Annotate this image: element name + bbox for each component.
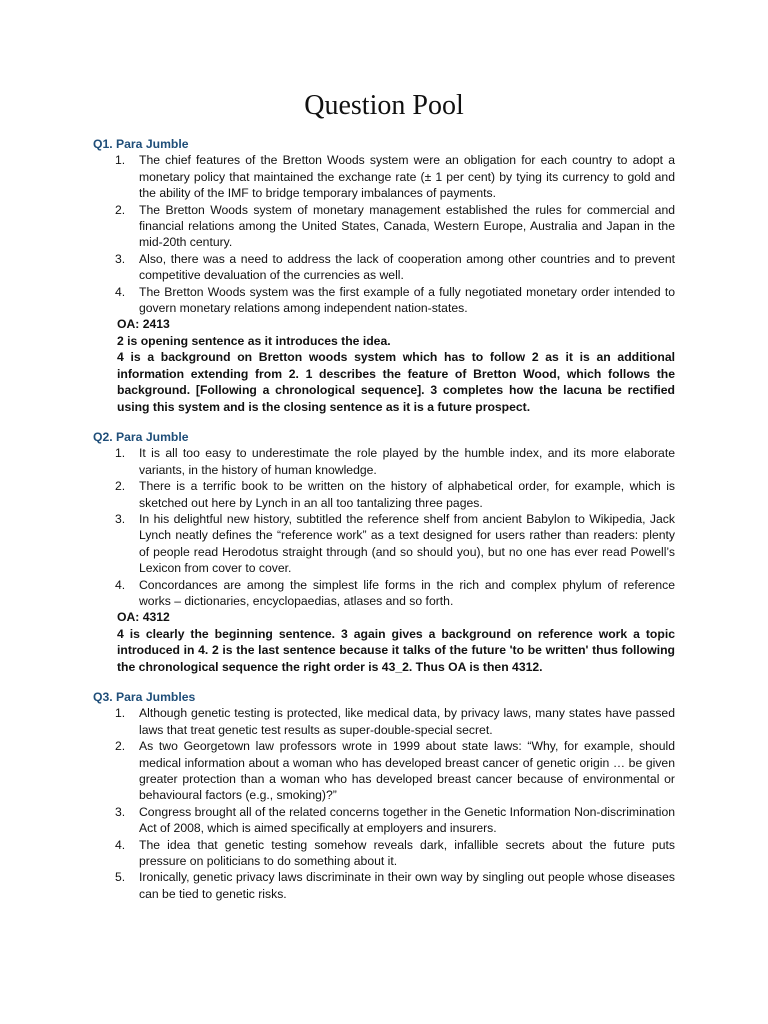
item-number: 3.	[115, 251, 126, 266]
item-text: The idea that genetic testing somehow reveals dark, infallible secrets about the future puts pressure on politicians to do something about it.	[139, 837, 675, 869]
list-item	[93, 837, 675, 870]
explanation-line: 4 is a background on Bretton woods system which has to follow 2 as it is an additional information extending from 2. 1 describes the feature of Bretton Wood, which follows the background. [Following a chronological sequence]. 3 completes how the lacuna be rectified using this system and is the closing sentence as it is a future prospect.	[117, 350, 675, 414]
item-text: The Bretton Woods system of monetary management established the rules for commercial and financial relations among the United States, Canada, Western Europe, Australia and Japan in the mid-20th century.	[139, 202, 675, 250]
item-text: Also, there was a need to address the lack of cooperation among other countries and to prevent competitive devaluation of the currencies as well.	[139, 251, 675, 283]
item-number: 4.	[115, 837, 126, 852]
list-item	[93, 152, 675, 201]
list-item	[93, 251, 675, 284]
list-item	[93, 804, 675, 837]
official-answer: OA: 4312	[117, 610, 170, 625]
list-item	[93, 284, 675, 317]
item-number: 3.	[115, 804, 126, 819]
list-item	[93, 478, 675, 511]
item-number: 1.	[115, 446, 126, 461]
question-heading: Q1. Para Jumble	[93, 137, 189, 151]
item-text: There is a terrific book to be written on the history of alphabetical order, for example, which is sketched out here by Lynch in an all too tantalizing three pages.	[139, 479, 675, 510]
official-answer: OA: 2413	[117, 317, 170, 332]
explanation-line: 2 is opening sentence as it introduces the idea.	[117, 333, 391, 348]
list-item	[93, 738, 675, 804]
item-number: 5.	[115, 870, 126, 885]
list-item	[93, 445, 675, 478]
item-number: 2.	[115, 202, 126, 217]
item-text: Congress brought all of the related concerns together in the Genetic Information Non-discrimination Act of 2008, which is aimed specifically at employers and insurers.	[139, 804, 675, 836]
item-text: Concordances are among the simplest life forms in the rich and complex phylum of reference works – dictionaries, encyclopaedias, atlases and so forth.	[139, 577, 675, 608]
question-heading: Q3. Para Jumbles	[93, 690, 196, 704]
list-item	[93, 511, 675, 577]
question-3	[93, 689, 675, 902]
item-number: 4.	[115, 577, 126, 592]
list-item	[93, 577, 675, 610]
item-text: Although genetic testing is protected, like medical data, by privacy laws, many states have passed laws that treat genetic test results as super-double-special secret.	[139, 706, 675, 737]
item-text: The chief features of the Bretton Woods system were an obligation for each country to adopt a monetary policy that maintained the exchange rate (± 1 per cent) by tying its currency to gold and the ability of the IMF to bridge temporary imbalances of payments.	[139, 153, 675, 201]
list-item	[93, 869, 675, 902]
sentence-list	[93, 705, 675, 902]
sentence-list	[93, 445, 675, 609]
question-1	[93, 136, 675, 415]
item-number: 1.	[115, 153, 126, 168]
item-text: Ironically, genetic privacy laws discriminate in their own way by singling out people whose diseases can be tied to genetic risks.	[139, 870, 675, 901]
question-heading: Q2. Para Jumble	[93, 429, 189, 444]
item-text: In his delightful new history, subtitled the reference shelf from ancient Babylon to Wikipedia, Jack Lynch neatly defines the “reference work” as a text designed for users rather than readers: plenty of people read Herodotus straight through (and so should you), but no one has ever read Powell’s Lexicon from cover to cover.	[139, 511, 675, 576]
document-page	[93, 86, 675, 916]
item-number: 3.	[115, 511, 126, 526]
sentence-list	[93, 152, 675, 316]
item-text: As two Georgetown law professors wrote in 1999 about state laws: “Why, for example, should medical information about a woman who has developed breast cancer of genetic origin … be given greater protection than a woman who has developed breast cancer because of environmental or behavioural factors (e.g., smoking)?”	[139, 739, 675, 803]
list-item	[93, 705, 675, 738]
page-title: Question Pool	[304, 90, 464, 121]
item-number: 4.	[115, 284, 126, 299]
item-number: 1.	[115, 706, 126, 721]
item-text: The Bretton Woods system was the first example of a fully negotiated monetary order intended to govern monetary relations among independent nation-states.	[139, 284, 675, 316]
item-number: 2.	[115, 739, 126, 754]
explanation-line: 4 is clearly the beginning sentence. 3 again gives a background on reference work a topic introduced in 4. 2 is the last sentence because it talks of the future 'to be written' thus following the chronological sequence the right order is 43_2. Thus OA is then 4312.	[117, 626, 675, 674]
question-2	[93, 429, 675, 675]
item-number: 2.	[115, 479, 126, 494]
item-text: It is all too easy to underestimate the role played by the humble index, and its more elaborate variants, in the history of human knowledge.	[139, 446, 675, 477]
list-item	[93, 202, 675, 251]
